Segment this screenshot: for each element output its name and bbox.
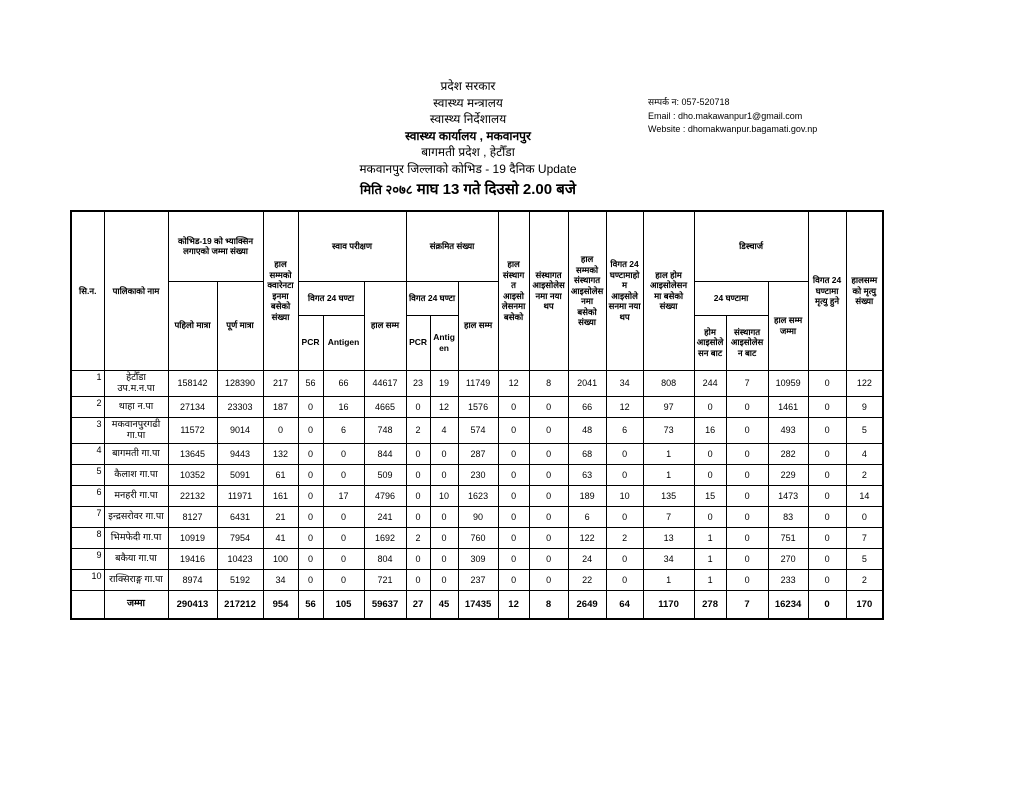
value-cell: 0 [498,485,529,506]
value-cell: 13645 [168,443,217,464]
table-header [71,211,883,370]
value-cell: 0 [406,443,430,464]
value-cell: 161 [263,485,298,506]
municipality-name-cell: भिमफेदी गा.पा [104,527,168,548]
value-cell: 22132 [168,485,217,506]
value-cell: 8974 [168,569,217,590]
value-cell: 751 [768,527,808,548]
value-cell: 17435 [458,590,498,619]
value-cell: 90 [458,506,498,527]
col-header-inst-isolation-total: हाल सम्मको संस्थागत आइसोलेसनमा बसेको संख्या [568,211,606,370]
value-cell: 19 [430,370,458,396]
col-header-death-24h: विगत 24 घण्टामा मृत्यु हुने [808,211,846,370]
value-cell: 230 [458,464,498,485]
value-cell: 0 [406,569,430,590]
value-cell: 808 [643,370,694,396]
serial-number-cell: 8 [71,527,104,548]
value-cell: 0 [726,485,768,506]
value-cell: 23 [406,370,430,396]
value-cell: 0 [808,443,846,464]
value-cell: 22 [568,569,606,590]
value-cell: 63 [568,464,606,485]
value-cell: 59637 [364,590,406,619]
value-cell: 0 [323,569,364,590]
value-cell: 2649 [568,590,606,619]
value-cell: 0 [726,548,768,569]
value-cell: 844 [364,443,406,464]
value-cell: 574 [458,417,498,443]
value-cell: 1692 [364,527,406,548]
value-cell: 9 [846,396,883,417]
value-cell: 4796 [364,485,406,506]
value-cell: 1 [694,569,726,590]
contact-info [648,96,817,137]
value-cell: 11971 [217,485,263,506]
value-cell: 4 [846,443,883,464]
value-cell: 0 [298,417,323,443]
value-cell: 748 [364,417,406,443]
value-cell: 187 [263,396,298,417]
value-cell: 0 [726,443,768,464]
table-row [71,464,883,485]
value-cell: 1 [694,548,726,569]
value-cell: 56 [298,370,323,396]
value-cell: 1 [694,527,726,548]
value-cell: 10423 [217,548,263,569]
sub-header-swab-last24: विगत 24 घण्टा [298,281,364,315]
value-cell: 0 [808,527,846,548]
value-cell: 0 [606,548,643,569]
value-cell: 0 [808,370,846,396]
value-cell: 0 [406,548,430,569]
value-cell: 73 [643,417,694,443]
value-cell: 0 [406,396,430,417]
table-row [71,506,883,527]
value-cell: 804 [364,548,406,569]
value-cell: 493 [768,417,808,443]
value-cell: 0 [808,464,846,485]
report-date-line [268,179,668,199]
value-cell: 0 [606,569,643,590]
value-cell: 0 [808,417,846,443]
value-cell: 0 [726,464,768,485]
value-cell: 2 [406,527,430,548]
col-header-municipality: पालिकाको नाम [104,211,168,370]
value-cell: 0 [606,506,643,527]
value-cell: 1 [643,569,694,590]
col-header-swab-antigen: Antigen [323,315,364,370]
value-cell: 158142 [168,370,217,396]
value-cell: 0 [323,506,364,527]
report-date-prefix: मिति २०७८ [360,182,413,197]
col-header-swab-till-now: हाल सम्म [364,281,406,370]
municipality-name-cell: बागमती गा.पा [104,443,168,464]
value-cell: 21 [263,506,298,527]
value-cell: 17 [323,485,364,506]
value-cell: 27 [406,590,430,619]
value-cell: 287 [458,443,498,464]
value-cell: 132 [263,443,298,464]
value-cell: 23303 [217,396,263,417]
value-cell: 0 [808,485,846,506]
value-cell: 237 [458,569,498,590]
value-cell: 0 [694,396,726,417]
value-cell: 6 [323,417,364,443]
value-cell: 1576 [458,396,498,417]
value-cell: 12 [430,396,458,417]
value-cell: 0 [498,506,529,527]
col-header-discharge-total: हाल सम्म जम्मा [768,281,808,370]
value-cell: 0 [606,464,643,485]
letterhead-line-directorate: स्वास्थ्य निर्देशालय [429,112,507,126]
value-cell: 0 [430,506,458,527]
value-cell: 10 [430,485,458,506]
municipality-name-cell: इन्द्रसरोवर गा.पा [104,506,168,527]
table-row [71,527,883,548]
value-cell: 0 [726,527,768,548]
value-cell: 19416 [168,548,217,569]
value-cell: 0 [808,569,846,590]
value-cell: 6 [606,417,643,443]
value-cell: 0 [323,464,364,485]
value-cell: 0 [808,548,846,569]
value-cell: 105 [323,590,364,619]
value-cell: 1170 [643,590,694,619]
value-cell: 217212 [217,590,263,619]
col-header-home-isolation-new24: विगत 24 घण्टामाहोम आइसोलेसनमा नया थप [606,211,643,370]
value-cell: 11749 [458,370,498,396]
value-cell: 41 [263,527,298,548]
value-cell: 15 [694,485,726,506]
value-cell: 282 [768,443,808,464]
value-cell: 233 [768,569,808,590]
municipality-name-cell: मनहरी गा.पा [104,485,168,506]
col-header-full-dose: पूर्ण मात्रा [217,281,263,370]
value-cell: 100 [263,548,298,569]
value-cell: 7954 [217,527,263,548]
value-cell: 11572 [168,417,217,443]
total-row [71,590,883,619]
value-cell: 0 [529,506,568,527]
value-cell: 83 [768,506,808,527]
value-cell: 10352 [168,464,217,485]
value-cell: 0 [430,569,458,590]
letterhead-line-province: बागमती प्रदेश , हेटौँडा [421,145,515,159]
letterhead-line-update: मकवानपुर जिल्लाको कोभिड - 19 दैनिक Update [359,161,577,176]
value-cell: 0 [529,396,568,417]
letterhead-line-ministry: स्वास्थ्य मन्त्रालय [433,95,503,110]
table-row [71,396,883,417]
value-cell: 0 [694,506,726,527]
value-cell: 10 [606,485,643,506]
value-cell: 66 [323,370,364,396]
value-cell: 0 [323,548,364,569]
table-row [71,370,883,396]
value-cell: 1 [643,443,694,464]
value-cell: 7 [846,527,883,548]
value-cell: 64 [606,590,643,619]
col-header-home-isolation-current: हाल होम आइसोलेसन मा बसेको संख्या [643,211,694,370]
value-cell: 0 [298,548,323,569]
value-cell: 0 [498,417,529,443]
group-header-infected: संक्रमित संख्या [406,211,498,281]
value-cell: 34 [606,370,643,396]
municipality-name-cell: थाहा न.पा [104,396,168,417]
letterhead-line-office: स्वास्थ्य कार्यालय , मकवानपुर [405,128,531,143]
value-cell: 0 [263,417,298,443]
value-cell: 954 [263,590,298,619]
col-header-quarantine: हाल सम्मको क्वारेनटाइनमा बसेको संख्या [263,211,298,370]
value-cell: 0 [726,417,768,443]
value-cell: 9443 [217,443,263,464]
municipality-name-cell: बकैया गा.पा [104,548,168,569]
value-cell: 0 [298,485,323,506]
value-cell: 0 [498,569,529,590]
value-cell: 66 [568,396,606,417]
value-cell: 5 [846,548,883,569]
value-cell: 16234 [768,590,808,619]
value-cell: 0 [298,443,323,464]
value-cell: 0 [498,396,529,417]
letterhead [268,78,668,199]
value-cell: 128390 [217,370,263,396]
table-row [71,548,883,569]
value-cell: 122 [846,370,883,396]
value-cell: 10919 [168,527,217,548]
value-cell: 189 [568,485,606,506]
value-cell: 0 [430,464,458,485]
total-label-cell: जम्मा [104,590,168,619]
value-cell: 6 [568,506,606,527]
serial-number-cell: 6 [71,485,104,506]
value-cell: 5 [846,417,883,443]
value-cell: 10959 [768,370,808,396]
col-header-discharge-home: होम आइसोलेसन बाट [694,315,726,370]
value-cell: 1473 [768,485,808,506]
value-cell: 241 [364,506,406,527]
table-row [71,417,883,443]
serial-number-cell: 10 [71,569,104,590]
value-cell: 0 [808,506,846,527]
value-cell: 0 [726,506,768,527]
contact-website: Website : dhomakwanpur.bagamati.gov.np [648,124,818,134]
value-cell: 0 [298,569,323,590]
value-cell: 0 [298,506,323,527]
value-cell: 0 [606,443,643,464]
value-cell: 0 [808,590,846,619]
value-cell: 7 [726,370,768,396]
value-cell: 2 [606,527,643,548]
covid-report-table [70,210,884,620]
value-cell: 27134 [168,396,217,417]
serial-number-cell: 7 [71,506,104,527]
contact-phone: सम्पर्क न: 057-520718 [648,97,730,107]
value-cell: 14 [846,485,883,506]
value-cell: 2041 [568,370,606,396]
value-cell: 0 [430,548,458,569]
value-cell: 0 [529,417,568,443]
municipality-name-cell: राक्सिराङ्ग गा.पा [104,569,168,590]
value-cell: 0 [430,527,458,548]
value-cell: 6431 [217,506,263,527]
value-cell: 2 [406,417,430,443]
value-cell: 4665 [364,396,406,417]
value-cell: 44617 [364,370,406,396]
value-cell: 1 [643,464,694,485]
value-cell: 5192 [217,569,263,590]
value-cell: 34 [643,548,694,569]
value-cell: 290413 [168,590,217,619]
table-row [71,443,883,464]
value-cell: 2 [846,569,883,590]
value-cell: 0 [726,396,768,417]
value-cell: 34 [263,569,298,590]
municipality-name-cell: हेटौँडा उप.म.न.पा [104,370,168,396]
value-cell: 0 [430,443,458,464]
value-cell: 68 [568,443,606,464]
value-cell: 8 [529,590,568,619]
value-cell: 278 [694,590,726,619]
value-cell: 0 [529,464,568,485]
value-cell: 1623 [458,485,498,506]
serial-number-cell: 3 [71,417,104,443]
value-cell: 48 [568,417,606,443]
col-header-death-total: हालसम्म को मृत्यु संख्या [846,211,883,370]
col-header-inst-isolation-new: संस्थागत आइसोलेसनमा नया थप [529,211,568,370]
value-cell: 8127 [168,506,217,527]
value-cell: 0 [726,569,768,590]
group-header-swab-test: स्वाव परीक्षण [298,211,406,281]
value-cell: 760 [458,527,498,548]
value-cell: 7 [643,506,694,527]
value-cell: 0 [529,569,568,590]
serial-number-cell: 9 [71,548,104,569]
contact-email: Email : dho.makawanpur1@gmail.com [648,110,803,121]
value-cell: 1461 [768,396,808,417]
value-cell: 721 [364,569,406,590]
value-cell: 12 [498,590,529,619]
value-cell: 0 [694,443,726,464]
value-cell: 8 [529,370,568,396]
value-cell: 45 [430,590,458,619]
value-cell: 509 [364,464,406,485]
value-cell: 0 [498,464,529,485]
value-cell: 2 [846,464,883,485]
value-cell: 309 [458,548,498,569]
serial-number-cell: 5 [71,464,104,485]
value-cell: 0 [529,485,568,506]
table-row [71,485,883,506]
letterhead-line-government: प्रदेश सरकार [440,79,496,93]
value-cell: 61 [263,464,298,485]
table-body [71,370,883,619]
value-cell: 135 [643,485,694,506]
value-cell: 122 [568,527,606,548]
value-cell: 0 [846,506,883,527]
value-cell: 0 [498,443,529,464]
value-cell: 97 [643,396,694,417]
value-cell: 9014 [217,417,263,443]
value-cell: 12 [606,396,643,417]
value-cell: 0 [323,527,364,548]
group-header-vaccine: कोभिड-19 को भ्याक्सिन लगाएको जम्मा संख्या [168,211,263,281]
value-cell: 0 [808,396,846,417]
serial-number-cell: 1 [71,370,104,396]
value-cell: 7 [726,590,768,619]
municipality-name-cell: मकवानपुरगढी गा.पा [104,417,168,443]
sub-header-infected-last24: विगत 24 घण्टा [406,281,458,315]
value-cell: 16 [694,417,726,443]
value-cell: 56 [298,590,323,619]
value-cell: 0 [323,443,364,464]
value-cell: 0 [498,527,529,548]
value-cell: 0 [406,464,430,485]
municipality-name-cell: कैलाश गा.पा [104,464,168,485]
group-header-discharge: डिस्चार्ज [694,211,808,281]
report-date-main: माघ 13 गते दिउसो 2.00 बजे [416,181,576,198]
value-cell: 0 [529,548,568,569]
value-cell: 229 [768,464,808,485]
value-cell: 12 [498,370,529,396]
value-cell: 5091 [217,464,263,485]
serial-number-cell: 4 [71,443,104,464]
value-cell: 0 [406,506,430,527]
col-header-infected-till-now: हाल सम्म [458,281,498,370]
value-cell: 0 [298,527,323,548]
value-cell: 0 [529,443,568,464]
value-cell: 170 [846,590,883,619]
value-cell: 16 [323,396,364,417]
table-row [71,569,883,590]
col-header-discharge-inst: संस्थागत आइसोलेसन बाट [726,315,768,370]
value-cell: 270 [768,548,808,569]
col-header-first-dose: पहिलो मात्रा [168,281,217,370]
value-cell: 0 [298,396,323,417]
col-header-serial: सि.न. [71,211,104,370]
value-cell: 0 [298,464,323,485]
value-cell: 13 [643,527,694,548]
value-cell: 24 [568,548,606,569]
value-cell: 0 [694,464,726,485]
sub-header-discharge-24h: 24 घण्टामा [694,281,768,315]
value-cell: 0 [406,485,430,506]
value-cell: 4 [430,417,458,443]
value-cell: 0 [529,527,568,548]
col-header-inst-isolation-current: हाल संस्थागत आइसोलेसनमा बसेको [498,211,529,370]
col-header-swab-pcr: PCR [298,315,323,370]
col-header-infected-pcr: PCR [406,315,430,370]
value-cell: 244 [694,370,726,396]
serial-number-cell: 2 [71,396,104,417]
value-cell: 0 [498,548,529,569]
col-header-infected-antigen: Antigen [430,315,458,370]
serial-number-cell [71,590,104,619]
value-cell: 217 [263,370,298,396]
